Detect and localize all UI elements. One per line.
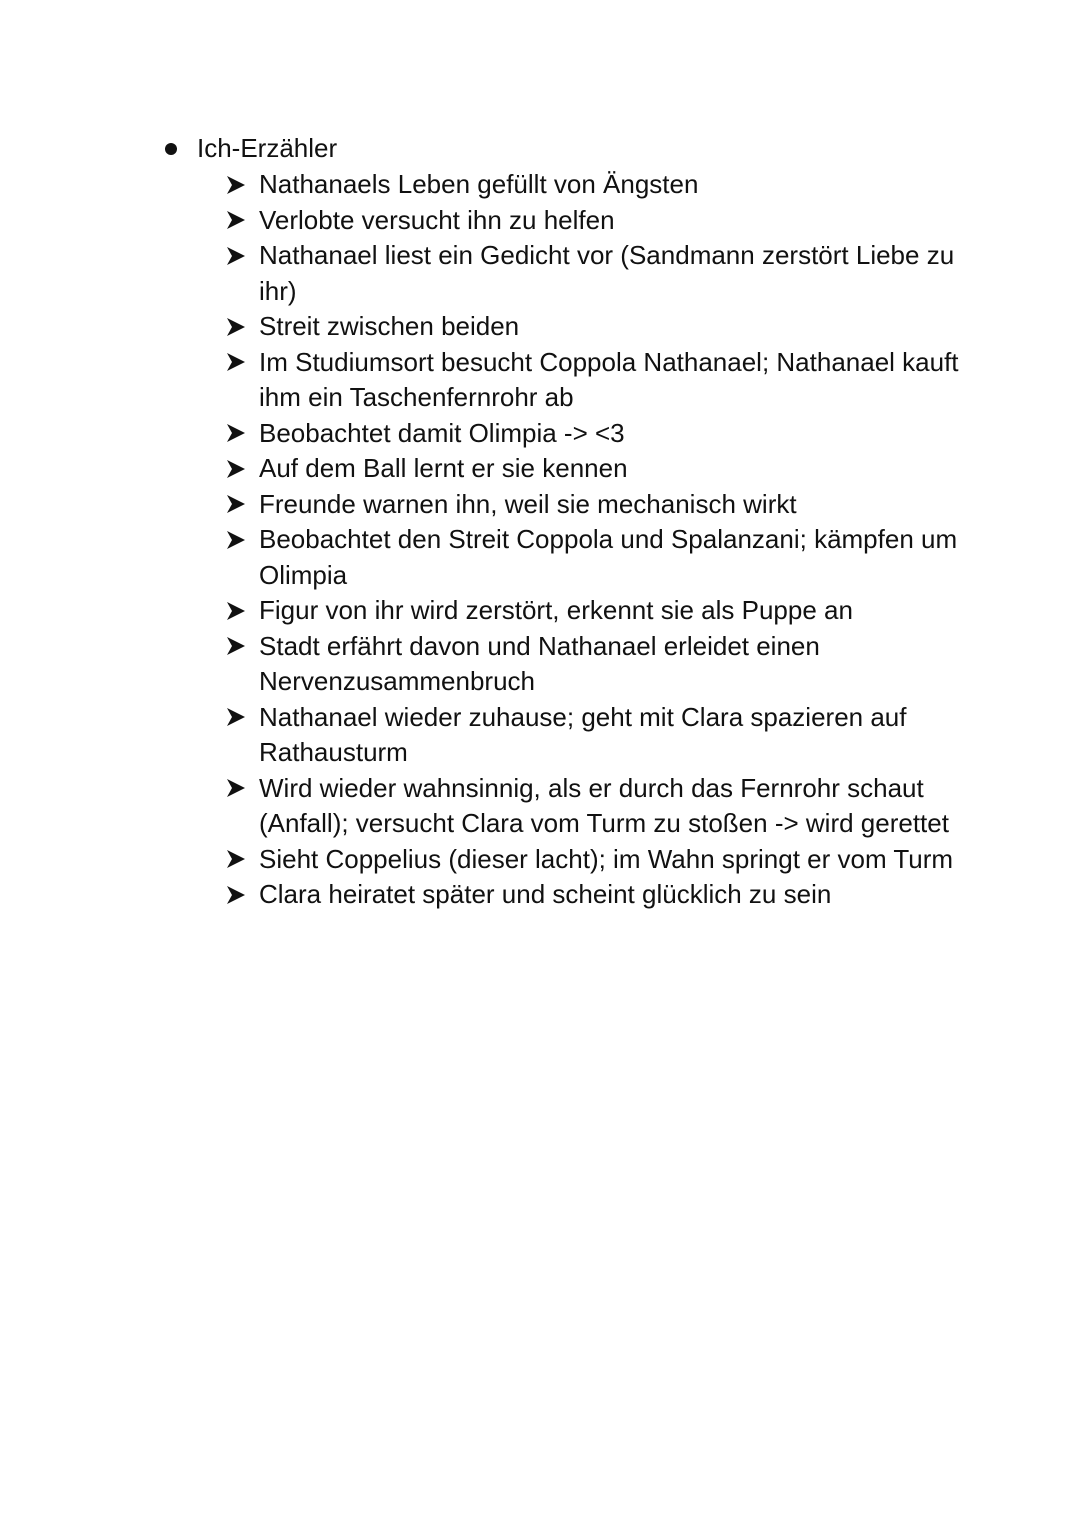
arrow-bullet-icon — [225, 629, 259, 665]
arrow-bullet-icon — [225, 238, 259, 274]
list-item-text: Figur von ihr wird zerstört, erkennt sie als Puppe an — [259, 595, 853, 625]
arrow-bullet-icon — [225, 345, 259, 381]
list-item — [225, 203, 985, 239]
list-item-text: Streit zwischen beiden — [259, 311, 520, 341]
arrow-bullet-icon — [225, 416, 259, 452]
bullet-dot-icon — [165, 143, 177, 155]
list-item — [225, 522, 985, 593]
list-item — [225, 167, 985, 203]
arrow-bullet-icon — [225, 877, 259, 913]
list-item — [225, 345, 985, 416]
arrow-bullet-icon — [225, 842, 259, 878]
heading-text: Ich-Erzähler — [197, 133, 338, 163]
top-bullet-item — [165, 130, 337, 166]
list-item-text: Freunde warnen ihn, weil sie mechanisch wirkt — [259, 488, 797, 519]
arrow-bullet-icon — [225, 487, 259, 523]
list-item-text: Nathanaels Leben gefüllt von Ängsten — [259, 169, 699, 199]
sub-bullet-list — [225, 167, 985, 913]
list-item — [225, 771, 985, 842]
list-item — [225, 451, 985, 487]
list-item — [225, 700, 985, 771]
list-item-text: Auf dem Ball lernt er sie kennen — [259, 453, 628, 483]
list-item — [225, 629, 985, 700]
list-item — [225, 593, 985, 629]
list-item — [225, 238, 985, 309]
arrow-bullet-icon — [225, 203, 259, 239]
list-item-text: Stadt erfährt davon und Nathanael erleidet einen Nervenzusammenbruch — [259, 630, 820, 696]
list-item — [225, 487, 985, 523]
arrow-bullet-icon — [225, 522, 259, 558]
arrow-bullet-icon — [225, 771, 259, 807]
list-item — [225, 877, 985, 913]
arrow-bullet-icon — [225, 309, 259, 345]
arrow-bullet-icon — [225, 593, 259, 629]
list-item-text: Im Studiumsort besucht Coppola Nathanael; Nathanael kauft ihm ein Taschenfernrohr ab — [259, 346, 959, 412]
list-item-text: Clara heiratet später und scheint glücklich zu sein — [259, 879, 832, 909]
list-item-text: Wird wieder wahnsinnig, als er durch das Fernrohr schaut (Anfall); versucht Clara vom Turm zu stoßen -> wird gerettet — [259, 772, 949, 838]
arrow-bullet-icon — [225, 700, 259, 736]
arrow-bullet-icon — [225, 167, 259, 203]
list-item-text: Verlobte versucht ihn zu helfen — [259, 204, 615, 235]
list-item-text: Beobachtet den Streit Coppola und Spalanzani; kämpfen um Olimpia — [259, 524, 958, 590]
list-item — [225, 309, 985, 345]
list-item-text: Beobachtet damit Olimpia -> <3 — [259, 417, 625, 448]
list-item — [225, 416, 985, 452]
arrow-bullet-icon — [225, 451, 259, 487]
list-item-text: Sieht Coppelius (dieser lacht); im Wahn springt er vom Turm — [259, 843, 954, 874]
list-item-text: Nathanael liest ein Gedicht vor (Sandmann zerstört Liebe zu ihr) — [259, 240, 955, 306]
list-item-text: Nathanael wieder zuhause; geht mit Clara spazieren auf Rathausturm — [259, 701, 907, 767]
list-item — [225, 842, 985, 878]
